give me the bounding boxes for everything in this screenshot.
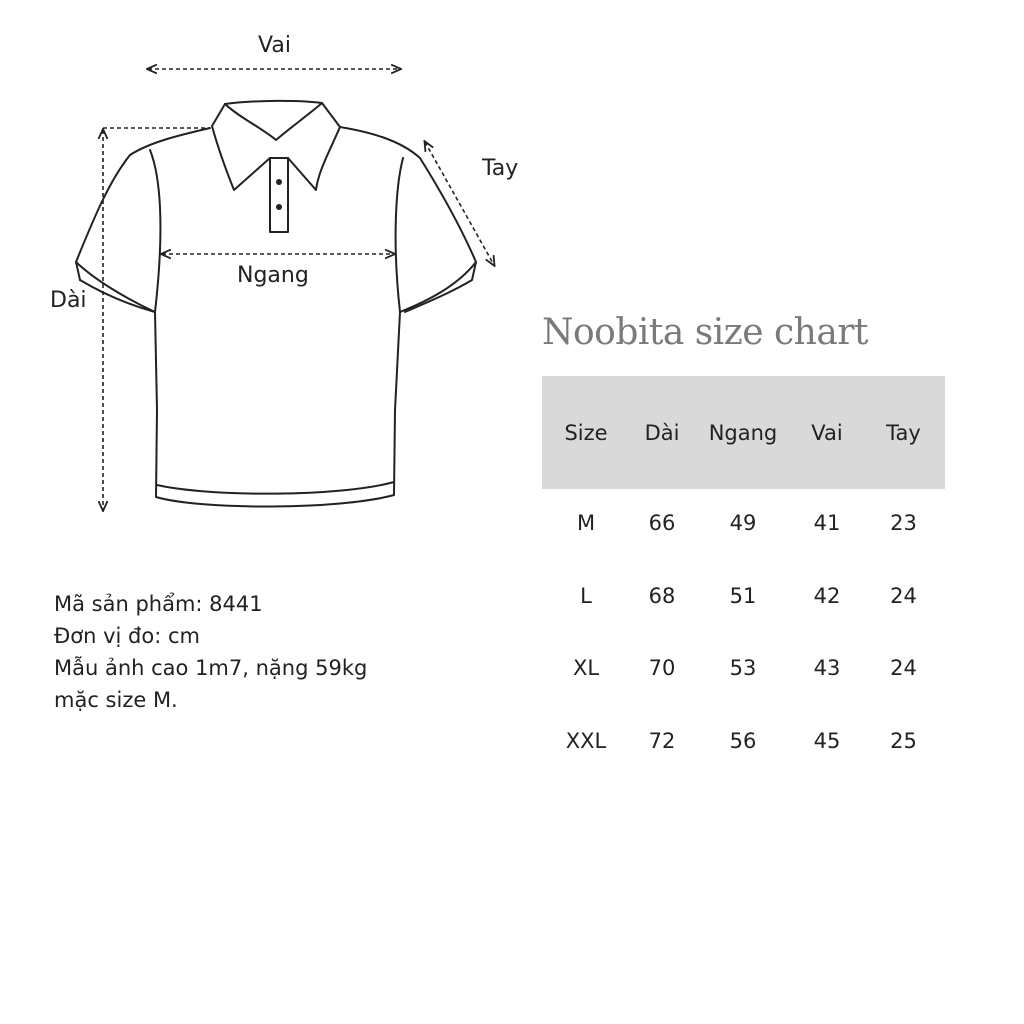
measurement-unit: Đơn vị đo: cm bbox=[54, 624, 200, 648]
header-chest: Ngang bbox=[708, 420, 778, 445]
table-row bbox=[542, 560, 945, 633]
shoulder-cell: 42 bbox=[813, 583, 841, 608]
length-cell: 66 bbox=[648, 511, 676, 536]
size-cell: XL bbox=[572, 656, 600, 681]
size-table-body bbox=[542, 487, 945, 777]
shoulder-cell: 45 bbox=[813, 728, 841, 753]
model-info-line-1: Mẫu ảnh cao 1m7, nặng 59kg bbox=[54, 656, 368, 680]
chest-cell: 49 bbox=[729, 511, 757, 536]
product-info bbox=[54, 588, 367, 716]
sleeve-cell: 24 bbox=[890, 656, 917, 681]
header-size: Size bbox=[564, 420, 608, 445]
table-row bbox=[542, 487, 945, 560]
length-cell: 68 bbox=[648, 583, 676, 608]
size-table-header bbox=[542, 376, 945, 489]
length-label: Dài bbox=[50, 288, 87, 313]
header-sleeve: Tay bbox=[886, 420, 921, 445]
product-code: Mã sản phẩm: 8441 bbox=[54, 592, 263, 616]
collar bbox=[212, 101, 340, 190]
length-cell: 70 bbox=[648, 656, 676, 681]
size-table bbox=[542, 376, 945, 753]
shoulder-cell: 41 bbox=[813, 511, 841, 536]
table-row bbox=[542, 705, 945, 778]
model-info-line-2: mặc size M. bbox=[54, 688, 178, 712]
size-chart-title: Noobita size chart bbox=[542, 312, 868, 353]
button bbox=[276, 179, 282, 185]
chest-cell: 53 bbox=[729, 656, 757, 681]
size-cell: XXL bbox=[565, 728, 607, 753]
header-length: Dài bbox=[644, 420, 680, 445]
table-row bbox=[542, 632, 945, 705]
chest-label: Ngang bbox=[237, 263, 309, 288]
shirt-body-outline bbox=[76, 127, 476, 507]
sleeve-cell: 24 bbox=[890, 583, 917, 608]
header-shoulder: Vai bbox=[811, 420, 843, 445]
chest-cell: 56 bbox=[729, 728, 757, 753]
shoulder-cell: 43 bbox=[813, 656, 841, 681]
sleeve-cell: 25 bbox=[890, 728, 917, 753]
button bbox=[276, 204, 282, 210]
length-cell: 72 bbox=[648, 728, 676, 753]
size-cell: M bbox=[576, 511, 596, 536]
shoulder-label: Vai bbox=[258, 33, 291, 58]
sleeve-label: Tay bbox=[482, 156, 519, 181]
size-cell: L bbox=[580, 583, 592, 608]
sleeve-cell: 23 bbox=[890, 511, 917, 536]
chest-cell: 51 bbox=[729, 583, 757, 608]
